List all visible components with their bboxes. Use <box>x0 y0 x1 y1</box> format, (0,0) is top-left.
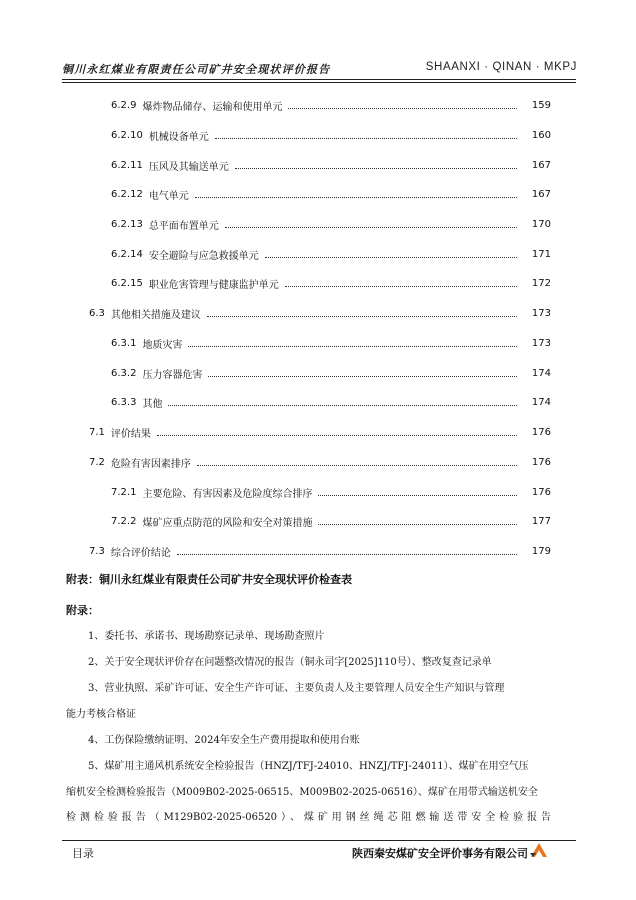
appendix-item-1: 1、委托书、承诺书、现场勘察记录单、现场勘查照片 <box>88 631 325 642</box>
toc-page-number: 172 <box>531 277 551 289</box>
header-rule-thin <box>62 82 576 83</box>
toc-page-number: 171 <box>531 248 551 260</box>
toc-title: 压风及其输送单元 <box>148 161 229 173</box>
toc-page-number: 167 <box>531 188 551 200</box>
toc-number: 6.3.1 <box>111 337 137 349</box>
toc-number: 6.2.10 <box>111 129 143 141</box>
toc-title: 综合评价结论 <box>110 547 171 559</box>
appendix-list-title: 附录： <box>66 604 99 617</box>
toc-number: 6.3.2 <box>111 367 137 379</box>
toc-leader <box>168 404 517 406</box>
footer-rule <box>62 840 576 841</box>
toc-number: 7.2.1 <box>111 486 137 498</box>
toc-entry[interactable] <box>0 392 636 412</box>
toc-entry[interactable] <box>0 184 636 204</box>
toc-entry[interactable] <box>0 333 636 353</box>
appendix-item-5-line-2: 缩机安全检测检验报告（M009B02-2025-06515、M009B02-2025-06516）、煤矿在用带式输送机安全 <box>66 787 538 798</box>
toc-leader <box>157 434 517 436</box>
toc-entry[interactable] <box>0 125 636 145</box>
toc-page-number: 170 <box>531 218 551 230</box>
appendix-item-3-line-1: 3、营业执照、采矿许可证、安全生产许可证、主要负责人及主要管理人员安全生产知识与管理 <box>88 683 505 694</box>
toc-page-number: 176 <box>531 456 551 468</box>
toc-entry[interactable] <box>0 273 636 293</box>
toc-title: 安全避险与应急救援单元 <box>148 250 259 262</box>
footer-section-label: 目录 <box>72 847 94 860</box>
toc-leader <box>207 315 517 317</box>
toc-leader <box>197 464 517 466</box>
toc-entry[interactable] <box>0 482 636 502</box>
toc-leader <box>235 167 517 169</box>
toc-page-number: 173 <box>531 337 551 349</box>
toc-leader <box>215 137 517 139</box>
toc-entry[interactable] <box>0 244 636 264</box>
toc-title: 总平面布置单元 <box>148 220 219 232</box>
company-logo-icon <box>530 841 548 858</box>
header-report-title: 铜川永红煤业有限责任公司矿井安全现状评价报告 <box>62 63 331 76</box>
toc-entry[interactable] <box>0 155 636 175</box>
toc-page-number: 179 <box>531 545 551 557</box>
toc-title: 评价结果 <box>110 428 151 440</box>
toc-page-number: 167 <box>531 159 551 171</box>
toc-title: 主要危险、有害因素及危险度综合排序 <box>142 488 313 500</box>
toc-number: 6.2.13 <box>111 218 143 230</box>
toc-entry[interactable] <box>0 214 636 234</box>
toc-title: 危险有害因素排序 <box>110 458 191 470</box>
toc-leader <box>177 553 517 555</box>
toc-page-number: 173 <box>531 307 551 319</box>
toc-leader <box>195 196 517 198</box>
toc-entry[interactable] <box>0 422 636 442</box>
appendix-item-4: 4、工伤保险缴纳证明、2024年安全生产费用提取和使用台账 <box>88 735 360 746</box>
toc-number: 7.3 <box>89 545 105 557</box>
toc-title: 其他相关措施及建议 <box>110 309 201 321</box>
toc-number: 6.2.14 <box>111 248 143 260</box>
toc-entry[interactable] <box>0 363 636 383</box>
toc-number: 6.2.11 <box>111 159 143 171</box>
toc-leader <box>265 256 517 258</box>
toc-leader <box>318 494 517 496</box>
toc-entry[interactable] <box>0 303 636 323</box>
appendix-item-2: 2、关于安全现状评价存在问题整改情况的报告（铜永司字[2025]110号）、整改复查记录单 <box>88 657 492 668</box>
toc-number: 6.2.9 <box>111 99 137 111</box>
toc-title: 电气单元 <box>148 190 189 202</box>
toc-page-number: 174 <box>531 396 551 408</box>
footer-company-name: 陕西秦安煤矿安全评价事务有限公司 <box>352 847 528 860</box>
toc-page-number: 159 <box>531 99 551 111</box>
toc-title: 地质灾害 <box>142 339 183 351</box>
toc-leader <box>318 523 517 525</box>
appendix-table-title: 附表：铜川永红煤业有限责任公司矿井安全现状评价检查表 <box>66 573 352 586</box>
toc-number: 6.2.12 <box>111 188 143 200</box>
toc-entry[interactable] <box>0 511 636 531</box>
toc-title: 爆炸物品储存、运输和使用单元 <box>142 101 283 113</box>
toc-entry[interactable] <box>0 452 636 472</box>
appendix-item-3-line-2: 能力考核合格证 <box>66 709 136 720</box>
toc-page-number: 174 <box>531 367 551 379</box>
toc-entry[interactable] <box>0 541 636 561</box>
toc-page-number: 160 <box>531 129 551 141</box>
toc-number: 6.3 <box>89 307 105 319</box>
toc-number: 7.1 <box>89 426 105 438</box>
toc-page-number: 177 <box>531 515 551 527</box>
toc-leader <box>208 375 517 377</box>
header-code: SHAANXI · QINAN · MKPJ <box>425 61 577 73</box>
appendix-item-5-line-3: 检测检验报告（M129B02-2025-06520）、煤矿用钢丝绳芯阻燃输送带安全检验报告 <box>66 812 551 823</box>
toc-leader <box>225 226 517 228</box>
toc-title: 职业危害管理与健康监护单元 <box>148 279 279 291</box>
toc-number: 7.2 <box>89 456 105 468</box>
toc-leader <box>285 285 517 287</box>
header-rule <box>62 79 576 80</box>
toc-page-number: 176 <box>531 486 551 498</box>
toc-title: 机械设备单元 <box>148 131 209 143</box>
toc-number: 6.3.3 <box>111 396 137 408</box>
toc-leader <box>188 345 517 347</box>
toc-page-number: 176 <box>531 426 551 438</box>
appendix-item-5-line-1: 5、煤矿用主通风机系统安全检验报告（HNZJ/TFJ-24010、HNZJ/TFJ-24011）、煤矿在用空气压 <box>88 761 529 772</box>
toc-title: 压力容器危害 <box>142 369 203 381</box>
toc-leader <box>288 107 517 109</box>
toc-number: 7.2.2 <box>111 515 137 527</box>
toc-number: 6.2.15 <box>111 277 143 289</box>
toc-title: 煤矿应重点防范的风险和安全对策措施 <box>142 517 313 529</box>
toc-title: 其他 <box>142 398 163 410</box>
toc-entry[interactable] <box>0 95 636 115</box>
